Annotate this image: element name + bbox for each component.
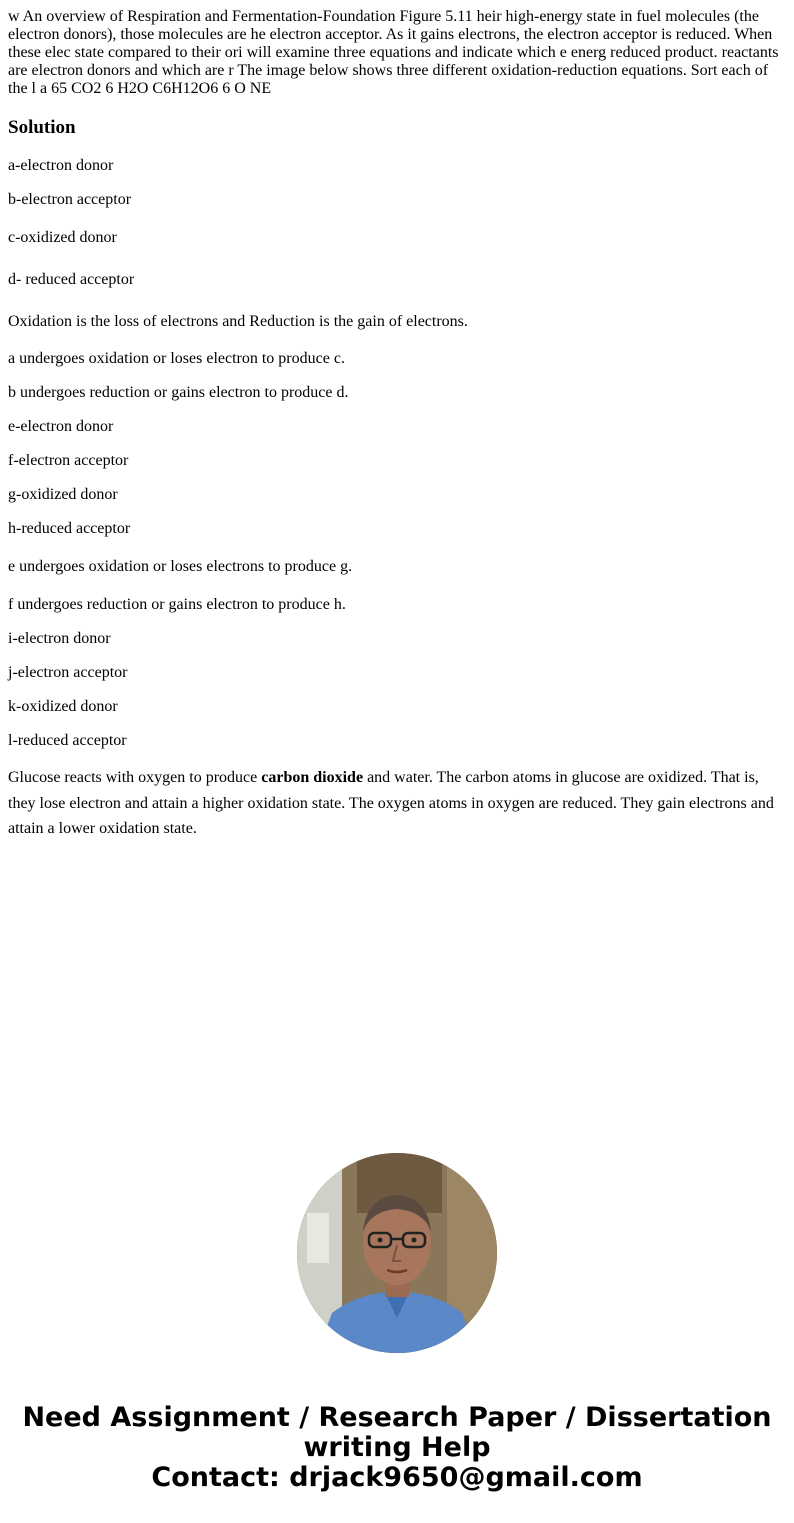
solution-line: e-electron donor (8, 418, 114, 435)
solution-line: i-electron donor (8, 630, 111, 647)
solution-line: b-electron acceptor (8, 191, 132, 208)
solution-line: d- reduced acceptor (8, 271, 135, 288)
solution-line: l-reduced acceptor (8, 732, 127, 749)
author-avatar (297, 1153, 497, 1353)
conclusion-paragraph (8, 765, 786, 842)
solution-line: j-electron acceptor (8, 664, 128, 681)
question-text: w An overview of Respiration and Fermentation-Foundation Figure 5.11 heir high-energy state in fuel molecules (the electron donors), those molecules are he electron acceptor. As it gains electrons, the electron acceptor is reduced. When these elec state compared to their ori will examine three equations and indicate which e energ reduced product. reactants are electron donors and which are r The image below shows three different oxidation-reduction equations. Sort each of the l a 65 CO2 6 H2O C6H12O6 6 O NE (8, 8, 779, 97)
solution-line: k-oxidized donor (8, 698, 118, 715)
promo-contact: Contact: drjack9650@gmail.com (151, 1462, 643, 1493)
promo-line-2: writing Help (303, 1432, 491, 1463)
solution-line: a-electron donor (8, 157, 114, 174)
solution-line: a undergoes oxidation or loses electron to produce c. (8, 350, 345, 367)
solution-line: b undergoes reduction or gains electron to produce d. (8, 384, 349, 401)
promo-banner (0, 1403, 794, 1493)
solution-line: g-oxidized donor (8, 486, 118, 503)
promo-line-1: Need Assignment / Research Paper / Dissertation (22, 1402, 772, 1433)
solution-heading: Solution (8, 117, 76, 138)
conclusion-text-after: and water. The carbon atoms in glucose are oxidized. That is, they lose electron and attain a higher oxidation state. The oxygen atoms in oxygen are reduced. They gain electrons and attain a lower oxidation state. (8, 769, 774, 837)
avatar-portrait-icon (297, 1153, 497, 1353)
conclusion-bold-term: carbon dioxide (261, 769, 364, 786)
solution-line: c-oxidized donor (8, 229, 117, 246)
conclusion-text-before: Glucose reacts with oxygen to produce (8, 769, 262, 786)
solution-line: e undergoes oxidation or loses electrons to produce g. (8, 558, 353, 575)
solution-line: Oxidation is the loss of electrons and Reduction is the gain of electrons. (8, 313, 468, 330)
solution-line: f-electron acceptor (8, 452, 129, 469)
solution-line: f undergoes reduction or gains electron to produce h. (8, 596, 346, 613)
solution-line: h-reduced acceptor (8, 520, 131, 537)
